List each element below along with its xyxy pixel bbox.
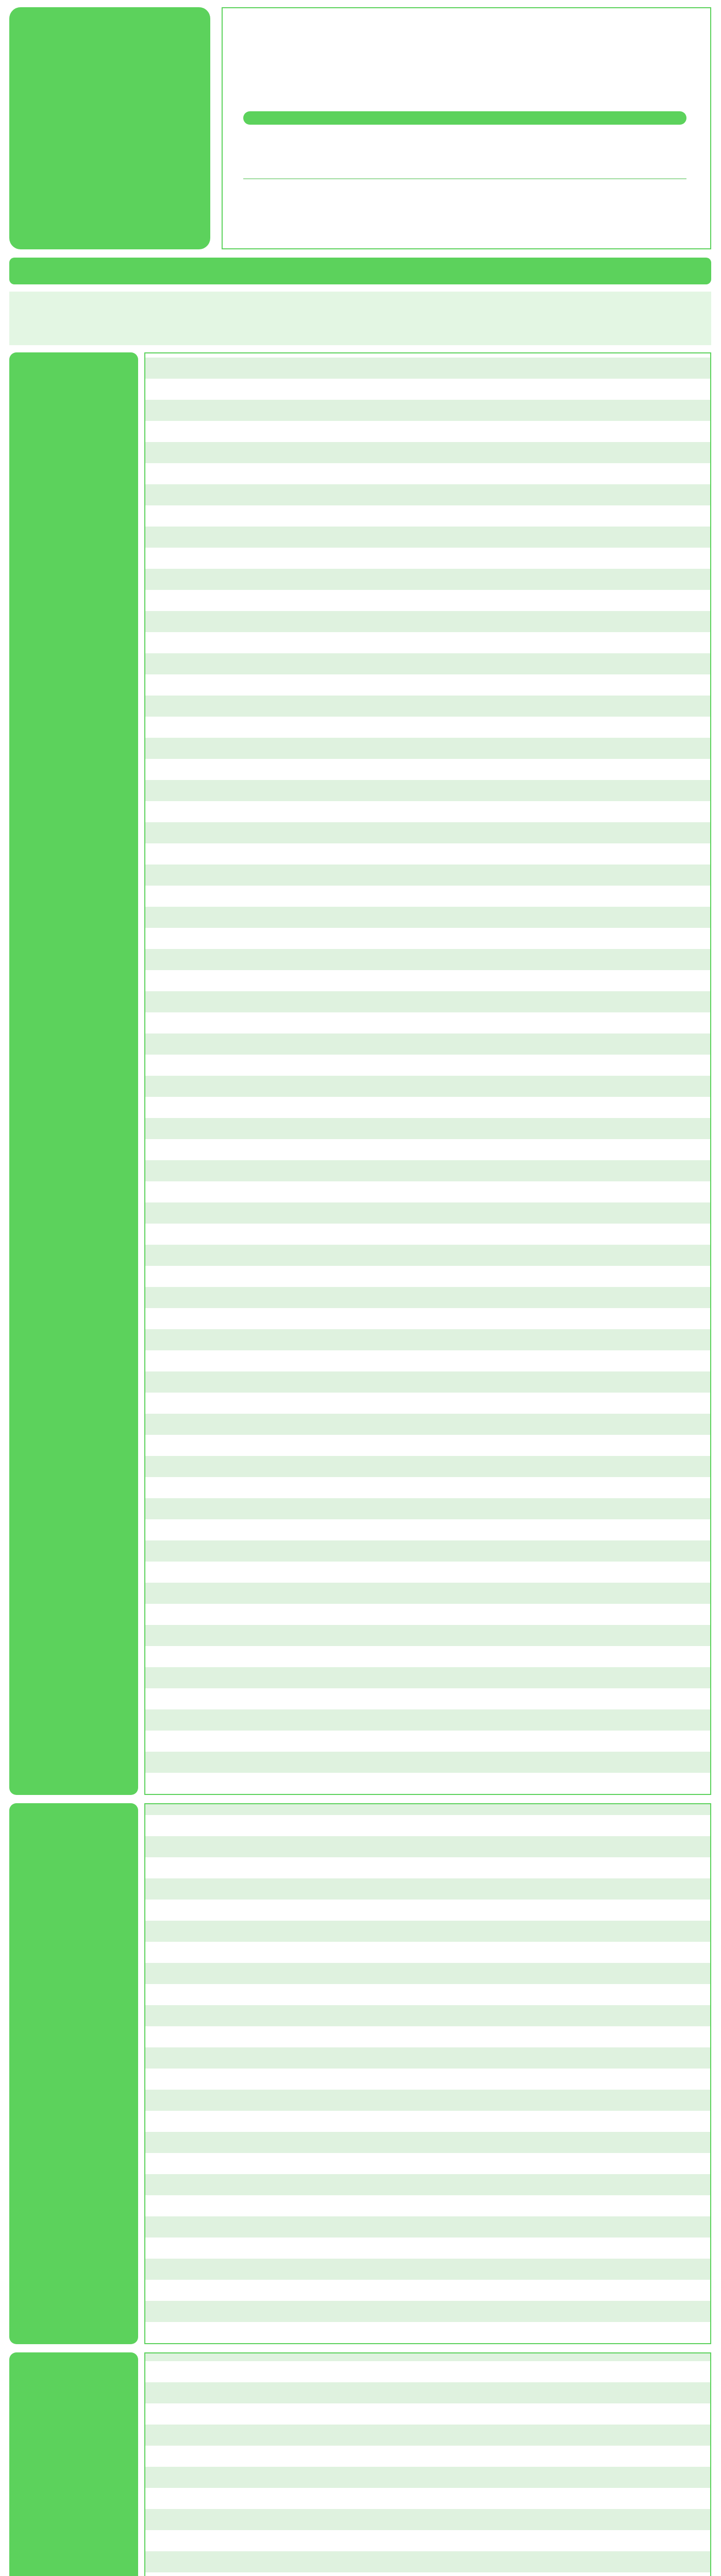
weekday-schedule-table bbox=[144, 352, 711, 1795]
weekend-label-panel bbox=[9, 1803, 138, 2344]
summer-schedule-table bbox=[144, 2352, 711, 2576]
schedule-title-bar bbox=[9, 258, 711, 284]
fare-zone-divider bbox=[243, 178, 686, 179]
route-line bbox=[243, 111, 686, 125]
summer-label-panel bbox=[9, 2352, 138, 2576]
stop-header-row bbox=[9, 292, 711, 345]
weekday-label-panel bbox=[9, 352, 138, 1795]
route-badge bbox=[9, 7, 210, 249]
weekend-schedule-table bbox=[144, 1803, 711, 2344]
route-diagram bbox=[222, 7, 711, 249]
